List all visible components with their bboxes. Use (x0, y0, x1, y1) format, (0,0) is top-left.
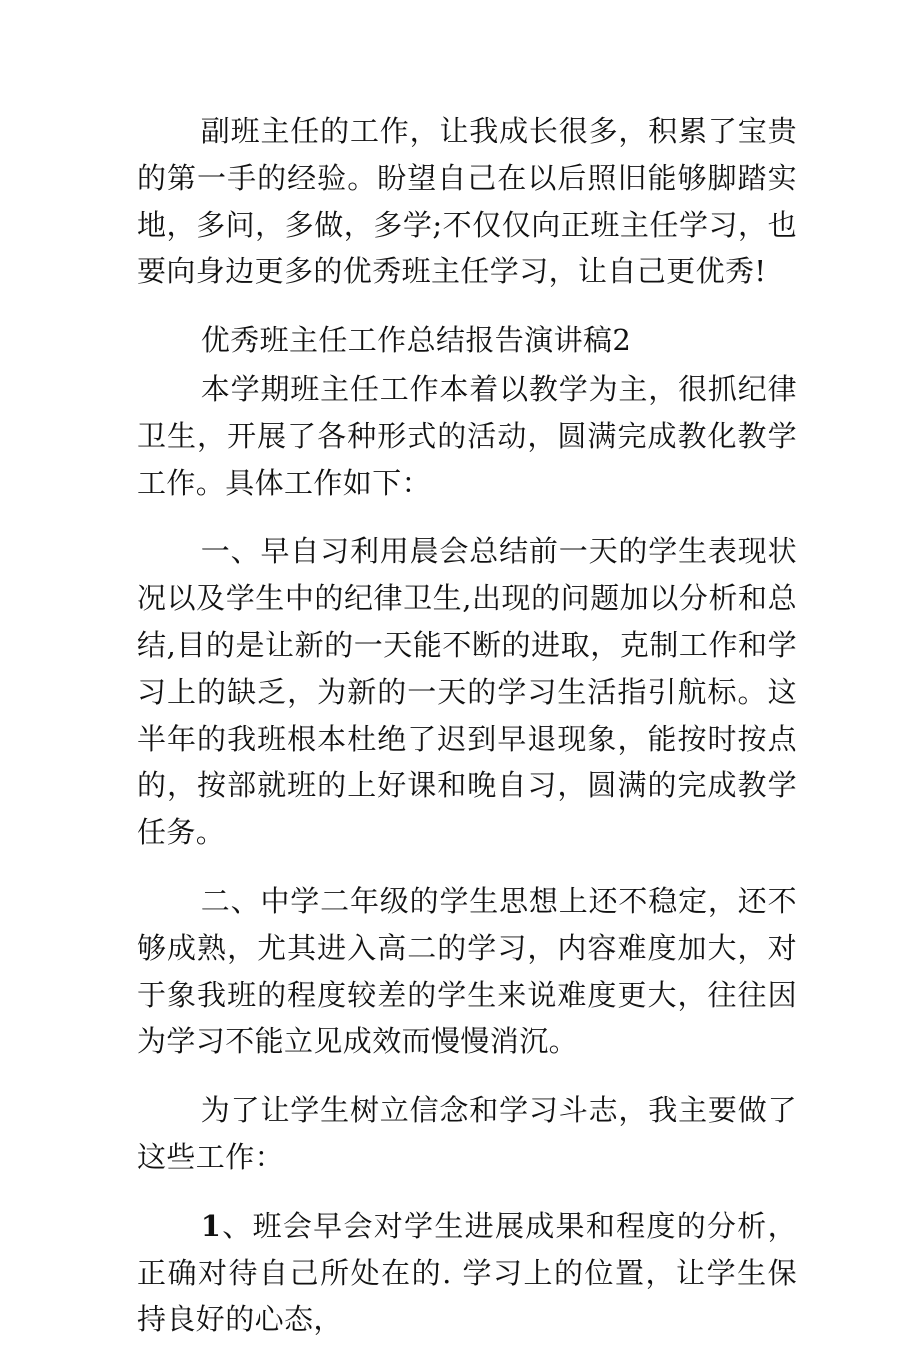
paragraph-measures: 为了让学生树立信念和学习斗志，我主要做了这些工作： (137, 1093, 797, 1174)
paragraph-item-1: 一、早自习利用晨会总结前一天的学生表现状况以及学生中的纪律卫生,出现的问题加以分析和总结,目的是让新的一天能不断的进取，克制工作和学习上的缺乏，为新的一天的学习生活指引航标。这半年的我班根本杜绝了迟到早退现象，能按时按点的，按部就班的上好课和晚自习，圆满的完成教学任务。 (137, 534, 797, 850)
paragraph-closing: 副班主任的工作，让我成长很多，积累了宝贵的第一手的经验。盼望自己在以后照旧能够脚踏实地，多问，多做，多学;不仅仅向正班主任学习，也要向身边更多的优秀班主任学习，让自己更优秀! (137, 114, 797, 289)
document-body (137, 108, 797, 1365)
paragraph-item-2: 二、中学二年级的学生思想上还不稳定，还不够成熟，尤其进入高二的学习，内容难度加大，对于象我班的程度较差的学生来说难度更大，往往因为学习不能立见成效而慢慢消沉。 (137, 883, 797, 1059)
measure-text: 、班会早会对学生进展成果和程度的分析，正确对待自己所处在的. 学习上的位置，让学生保持良好的心态， (137, 1208, 797, 1337)
list-number: 1 (200, 1208, 222, 1243)
section-heading: 优秀班主任工作总结报告演讲稿2 (200, 323, 632, 358)
paragraph-intro: 本学期班主任工作本着以教学为主，很抓纪律卫生，开展了各种形式的活动，圆满完成教化教学工作。具体工作如下： (137, 371, 797, 500)
paragraph-measure-1 (137, 1203, 797, 1343)
